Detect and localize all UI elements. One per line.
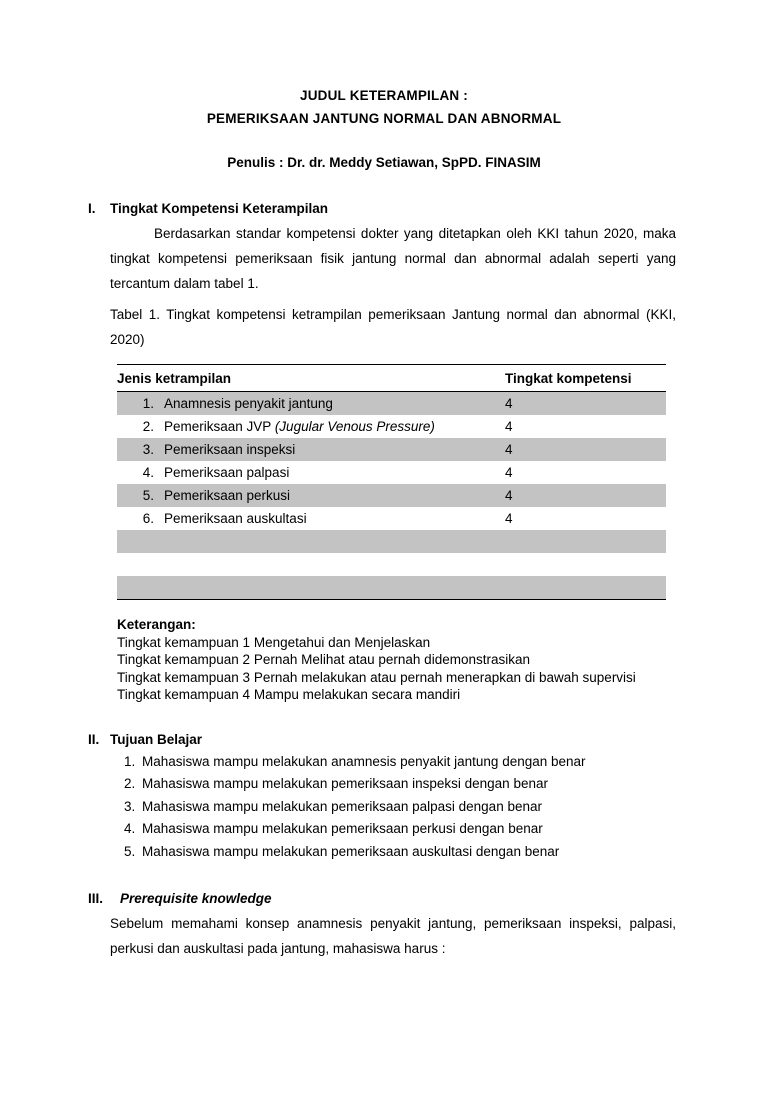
section-3-paragraph: Sebelum memahami konsep anamnesis penyakit jantung, pemeriksaan inspeksi, palpasi, perkusi dan auskultasi pada jantung, mahasiswa harus : xyxy=(110,916,676,956)
section-number-3: III. xyxy=(88,891,104,906)
table-cell-blank xyxy=(117,530,505,553)
table-cell-level: 4 xyxy=(505,511,513,526)
table-row-skill-label: Pemeriksaan perkusi xyxy=(164,488,291,503)
table-row-number: 1. xyxy=(142,396,154,411)
table-header xyxy=(117,365,666,392)
section-title-3: Prerequisite knowledge xyxy=(120,891,272,906)
table-row-skill-label: Pemeriksaan inspeksi xyxy=(164,442,296,457)
table-cell-blank xyxy=(117,576,505,600)
table-cell-skill xyxy=(117,392,505,416)
list-item xyxy=(110,818,676,841)
table-row xyxy=(117,484,666,507)
table-row-number: 3. xyxy=(142,442,154,457)
section-title-1: Tingkat Kompetensi Keterampilan xyxy=(110,201,329,216)
table-row-skill-label: Pemeriksaan auskultasi xyxy=(164,511,307,526)
section-heading-3 xyxy=(88,891,676,906)
table-row-skill-label: Pemeriksaan JVP (Jugular Venous Pressure) xyxy=(164,419,435,434)
section-number-2: II. xyxy=(88,731,100,747)
section-1-paragraph: Berdasarkan standar kompetensi dokter yang ditetapkan oleh KKI tahun 2020, maka tingkat kompetensi pemeriksaan fisik jantung normal dan abnormal adalah seperti yang tercantum dalam tabel 1. xyxy=(110,226,676,291)
table-row xyxy=(117,461,666,484)
section-number-1: I. xyxy=(88,201,96,216)
section-heading-1 xyxy=(88,201,676,216)
list-item-text: Mahasiswa mampu melakukan pemeriksaan palpasi dengan benar xyxy=(142,798,542,814)
list-item xyxy=(110,751,676,774)
table-row-skill-italic: (Jugular Venous Pressure) xyxy=(274,419,435,434)
keterangan-lines xyxy=(117,634,676,704)
table-cell-spacer xyxy=(117,553,505,576)
table-cell-level: 4 xyxy=(505,419,513,434)
tujuan-belajar-list xyxy=(110,751,676,864)
keterangan-line: Tingkat kemampuan 1 Mengetahui dan Menjelaskan xyxy=(117,634,431,650)
title-label: JUDUL KETERAMPILAN : xyxy=(299,88,468,103)
table-row-blank xyxy=(117,530,666,553)
table-cell-spacer xyxy=(505,553,666,576)
keterangan-block xyxy=(117,616,676,704)
table-body xyxy=(117,392,666,600)
list-item xyxy=(110,796,676,819)
section-title-2: Tujuan Belajar xyxy=(110,731,203,747)
document-page xyxy=(0,84,768,1108)
table-row xyxy=(117,507,666,530)
list-item-text: Mahasiswa mampu melakukan anamnesis penyakit jantung dengan benar xyxy=(142,753,586,769)
table-caption: Tabel 1. Tingkat kompetensi ketrampilan pemeriksaan Jantung normal dan abnormal (KKI, 2020) xyxy=(110,307,676,347)
list-item-number: 1. xyxy=(124,753,136,769)
table-cell-level: 4 xyxy=(505,438,666,461)
list-item-text: Mahasiswa mampu melakukan pemeriksaan inspeksi dengan benar xyxy=(142,776,548,791)
table-row-number: 4. xyxy=(142,465,154,480)
table-row xyxy=(117,415,666,438)
list-item-number: 5. xyxy=(124,843,136,859)
table-row-number: 6. xyxy=(142,511,154,526)
document-title-block xyxy=(0,84,768,173)
list-item xyxy=(110,773,676,796)
list-item-number: 3. xyxy=(124,798,136,814)
keterangan-line: Tingkat kemampuan 3 Pernah melakukan atau pernah menerapkan di bawah supervisi xyxy=(117,669,636,685)
document-body xyxy=(88,201,676,961)
competency-table xyxy=(117,364,666,600)
table-header-row xyxy=(117,365,666,392)
table-cell-skill xyxy=(117,461,505,484)
list-item-text: Mahasiswa mampu melakukan pemeriksaan auskultasi dengan benar xyxy=(142,843,560,859)
table-row-number: 2. xyxy=(142,419,154,434)
section-heading-2 xyxy=(88,732,676,747)
table-row-skill-label: Anamnesis penyakit jantung xyxy=(164,396,333,411)
keterangan-title: Keterangan: xyxy=(117,617,196,632)
table-cell-blank xyxy=(505,530,666,553)
table-row xyxy=(117,392,666,416)
table-cell-skill xyxy=(117,438,505,461)
table-row-blank xyxy=(117,576,666,600)
table-cell-level: 4 xyxy=(505,392,666,416)
table-row-number: 5. xyxy=(142,488,154,503)
author-line: Penulis : Dr. dr. Meddy Setiawan, SpPD. FINASIM xyxy=(227,155,541,170)
list-item-number: 4. xyxy=(124,821,136,836)
header-cell-level: Tingkat kompetensi xyxy=(505,365,666,392)
table-cell-blank xyxy=(505,576,666,600)
header-cell-skill: Jenis ketrampilan xyxy=(117,365,505,392)
keterangan-line: Tingkat kemampuan 4 Mampu melakukan secara mandiri xyxy=(117,687,461,702)
list-item xyxy=(110,841,676,864)
table-cell-level: 4 xyxy=(505,465,513,480)
keterangan-line: Tingkat kemampuan 2 Pernah Melihat atau pernah didemonstrasikan xyxy=(117,652,530,667)
table-cell-skill xyxy=(117,484,505,507)
table-cell-level: 4 xyxy=(505,484,666,507)
competency-table-wrapper xyxy=(117,364,666,600)
title-main: PEMERIKSAAN JANTUNG NORMAL DAN ABNORMAL xyxy=(206,111,562,126)
table-cell-skill xyxy=(117,415,505,438)
list-item-number: 2. xyxy=(124,776,136,791)
table-row xyxy=(117,438,666,461)
table-row-spacer xyxy=(117,553,666,576)
list-item-text: Mahasiswa mampu melakukan pemeriksaan perkusi dengan benar xyxy=(142,821,543,836)
table-row-skill-label: Pemeriksaan palpasi xyxy=(164,465,290,480)
table-cell-skill xyxy=(117,507,505,530)
